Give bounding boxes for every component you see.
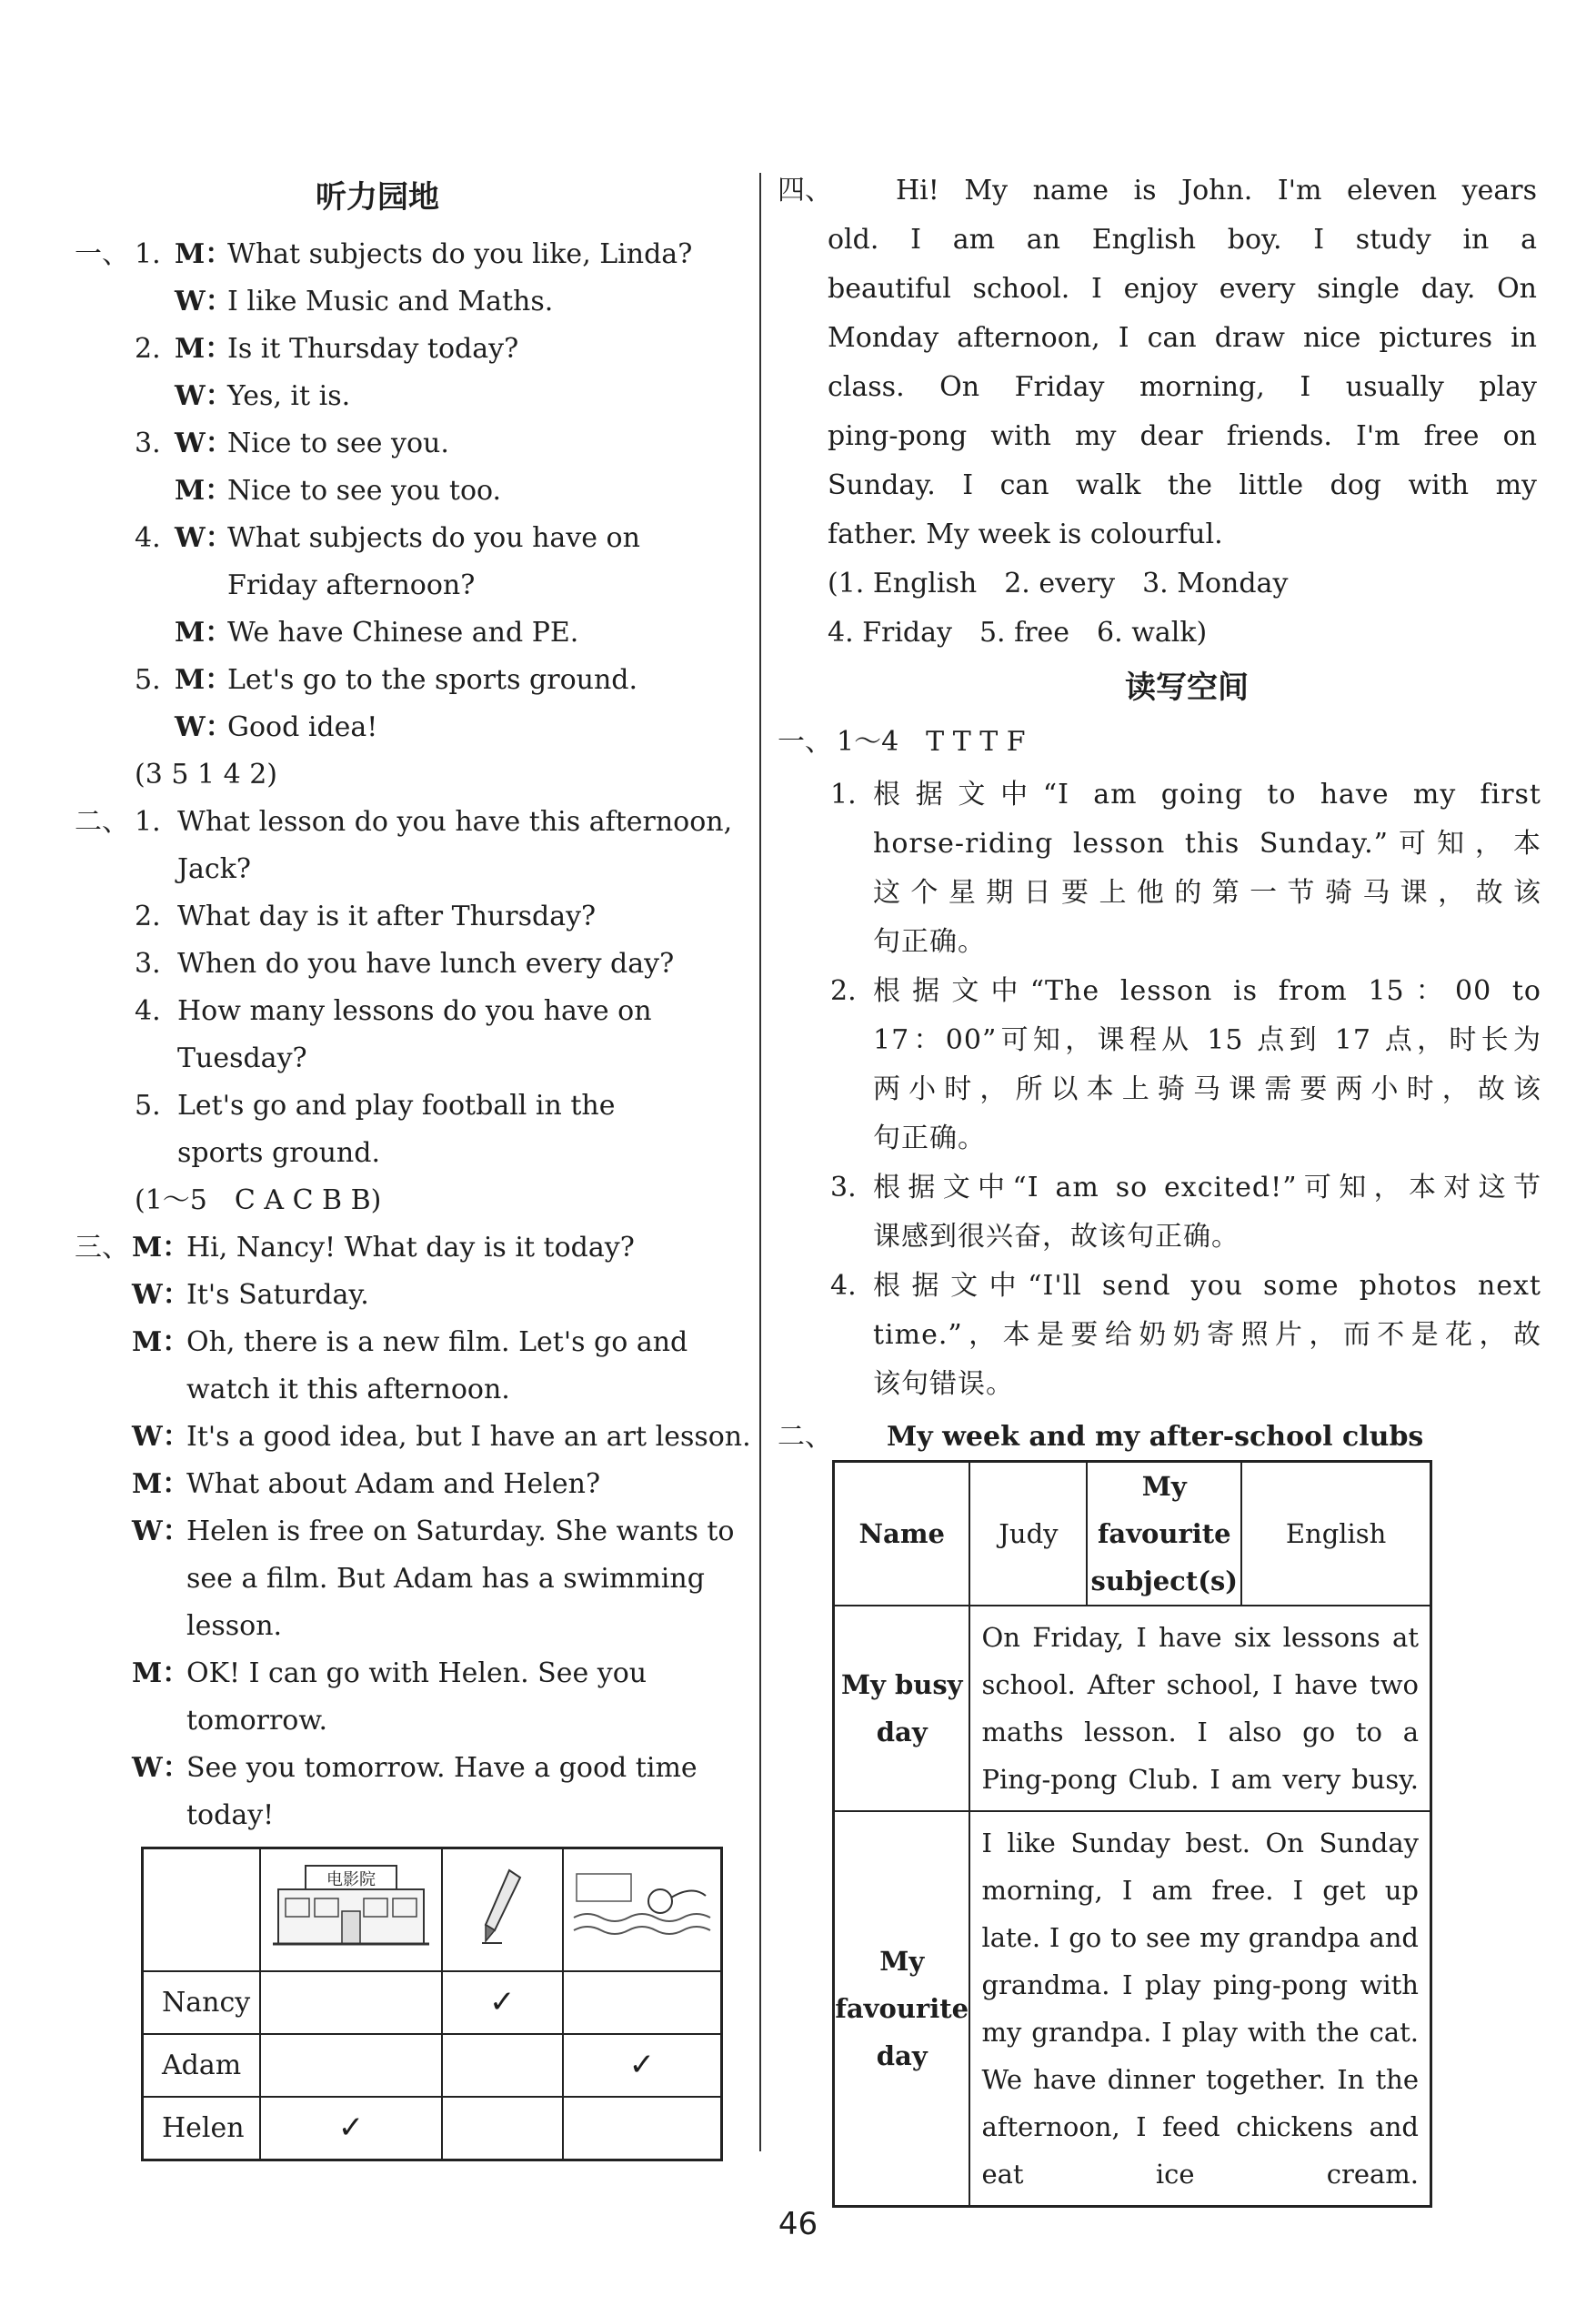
item-number: 2. xyxy=(135,333,161,365)
item-number: 2. xyxy=(135,901,161,932)
favourite-day-text: I like Sunday best. On Sunday morning, I am free. I get up late. I go to see my grandpa and grandma. I play ping-pong with my grandpa. I play with the cat. We have dinner together. In the afternoon, I feed chickens and eat ice cream. xyxy=(969,1811,1430,2207)
speaker-label: M： xyxy=(175,333,233,365)
item-number: 5. xyxy=(135,664,161,696)
check-mark: ✓ xyxy=(442,1971,563,2034)
answer-key: 1～4 T T T F xyxy=(837,726,1026,758)
explanation-line: 课感到很兴奋，故该句正确。 xyxy=(873,1221,1240,1253)
name-value: Judy xyxy=(969,1462,1087,1606)
item-number: 3. xyxy=(135,428,161,459)
explanation-line: 根据文中“I am going to have my first xyxy=(873,779,1541,811)
item-number: 4. xyxy=(135,522,161,554)
question-text: How many lessons do you have on xyxy=(177,995,652,1027)
table-corner-cell xyxy=(143,1848,261,1971)
speaker-label: W： xyxy=(132,1516,190,1547)
explanation-line: 句正确。 xyxy=(873,1123,986,1154)
swimming-icon xyxy=(569,1865,715,1947)
check-mark xyxy=(442,2034,563,2097)
dialogue-text: today! xyxy=(186,1799,275,1831)
row-name: Adam xyxy=(143,2034,261,2097)
dialogue-text: tomorrow. xyxy=(186,1705,328,1737)
answer-key: 4. Friday 5. free 6. walk) xyxy=(828,617,1208,649)
passage-line: beautiful school. I enjoy every single day. On xyxy=(828,273,1537,305)
item-number: 5. xyxy=(135,1090,161,1122)
speaker-label: M： xyxy=(132,1468,190,1500)
explanation-line: time.”，本是要给奶奶寄照片，而不是花，故 xyxy=(873,1319,1541,1351)
item-number: 4. xyxy=(830,1270,857,1302)
dialogue-text: Is it Thursday today? xyxy=(227,333,519,365)
table-heading: My week and my after-school clubs xyxy=(887,1421,1424,1453)
explanation-line: 根据文中“The lesson is from 15：00 to xyxy=(873,975,1541,1007)
item-number: 1. xyxy=(135,238,161,270)
check-mark: ✓ xyxy=(563,2034,722,2097)
speaker-label: M： xyxy=(175,664,233,696)
movie-table xyxy=(141,1847,723,2161)
speaker-label: W： xyxy=(132,1752,190,1784)
table-row xyxy=(143,2097,722,2160)
explanation-line: 根据文中“I am so excited!”可知，本对这节 xyxy=(873,1172,1541,1203)
dialogue-text: Yes, it is. xyxy=(227,380,351,412)
dialogue-text: It's Saturday. xyxy=(186,1279,369,1311)
item-number: 3. xyxy=(135,948,161,980)
passage-line: class. On Friday morning, I usually play xyxy=(828,371,1537,403)
section-number: 一、 xyxy=(75,238,129,270)
row-name: Helen xyxy=(143,2097,261,2160)
question-text: What lesson do you have this afternoon, xyxy=(177,806,733,838)
question-text: When do you have lunch every day? xyxy=(177,948,675,980)
dialogue-text: lesson. xyxy=(186,1610,283,1642)
subject-value: English xyxy=(1241,1462,1430,1606)
busy-day-text: On Friday, I have six lessons at school. After school, I have two maths lesson. I also go to a Ping-pong Club. I am very busy. xyxy=(969,1606,1430,1811)
question-text: sports ground. xyxy=(177,1137,380,1169)
speaker-label: M： xyxy=(175,617,233,649)
header-busy-day: My busy day xyxy=(834,1606,970,1811)
speaker-label: M： xyxy=(132,1657,190,1689)
dialogue-text: Helen is free on Saturday. She wants to xyxy=(186,1516,735,1547)
week-clubs-table xyxy=(832,1460,1432,2208)
cinema-picture-cell xyxy=(260,1848,442,1971)
passage-line: father. My week is colourful. xyxy=(828,519,1223,550)
speaker-label: W： xyxy=(175,711,233,743)
question-text: What day is it after Thursday? xyxy=(177,901,597,932)
column-divider xyxy=(759,173,761,2151)
table-row xyxy=(143,2034,722,2097)
section-number: 二、 xyxy=(75,806,129,838)
speaker-label: M： xyxy=(175,475,233,507)
dialogue-text: Nice to see you too. xyxy=(227,475,502,507)
dialogue-text: Oh, there is a new film. Let's go and xyxy=(186,1326,688,1358)
speaker-label: W： xyxy=(175,380,233,412)
item-number: 1. xyxy=(830,779,857,811)
header-favourite-subject: My favourite subject(s) xyxy=(1087,1462,1241,1606)
section-number: 四、 xyxy=(778,175,832,206)
check-mark xyxy=(563,2097,722,2160)
explanation-line: 该句错误。 xyxy=(873,1368,1014,1400)
cinema-icon xyxy=(269,1860,433,1951)
dialogue-text: see a film. But Adam has a swimming xyxy=(186,1563,705,1595)
answer-key: (1～5 C A C B B) xyxy=(135,1184,382,1216)
dialogue-text: Friday afternoon? xyxy=(227,569,476,601)
explanation-line: 17：00”可知，课程从 15 点到 17 点，时长为 xyxy=(873,1024,1541,1056)
dialogue-text: Hi, Nancy! What day is it today? xyxy=(186,1232,635,1264)
table-row xyxy=(143,1971,722,2034)
dialogue-text: Let's go to the sports ground. xyxy=(227,664,638,696)
item-number: 1. xyxy=(135,806,161,838)
speaker-label: M： xyxy=(132,1326,190,1358)
speaker-label: W： xyxy=(175,286,233,317)
cinema-sign-text: 电影院 xyxy=(326,1870,376,1890)
explanation-line: 这个星期日要上他的第一节骑马课，故该 xyxy=(873,877,1541,909)
dialogue-text: See you tomorrow. Have a good time xyxy=(186,1752,698,1784)
item-number: 3. xyxy=(830,1172,857,1203)
explanation-line: horse-riding lesson this Sunday.”可知，本 xyxy=(873,828,1541,860)
pencil-picture-cell xyxy=(442,1848,563,1971)
dialogue-text: Nice to see you. xyxy=(227,428,449,459)
speaker-label: M： xyxy=(175,238,233,270)
dialogue-text: OK! I can go with Helen. See you xyxy=(186,1657,647,1689)
speaker-label: M： xyxy=(132,1232,190,1264)
check-mark xyxy=(442,2097,563,2160)
answer-key: (1. English 2. every 3. Monday xyxy=(828,568,1289,599)
speaker-label: W： xyxy=(132,1421,190,1453)
page-number: 46 xyxy=(778,2206,818,2242)
answer-key: (3 5 1 4 2) xyxy=(135,759,277,790)
dialogue-text: It's a good idea, but I have an art lesson. xyxy=(186,1421,751,1453)
section-number: 三、 xyxy=(75,1232,129,1264)
check-mark xyxy=(260,2034,442,2097)
swimming-picture-cell xyxy=(563,1848,722,1971)
question-text: Jack? xyxy=(177,853,251,885)
passage-line: ping-pong with my dear friends. I'm free on xyxy=(828,420,1537,452)
section-number: 二、 xyxy=(778,1421,832,1453)
question-text: Let's go and play football in the xyxy=(177,1090,616,1122)
item-number: 4. xyxy=(135,995,161,1027)
passage-line: Monday afternoon, I can draw nice pictures in xyxy=(828,322,1537,354)
section-title-reading-writing: 读写空间 xyxy=(1125,670,1249,706)
dialogue-text: What about Adam and Helen? xyxy=(186,1468,601,1500)
explanation-line: 两小时，所以本上骑马课需要两小时，故该 xyxy=(873,1073,1541,1105)
question-text: Tuesday? xyxy=(177,1042,307,1074)
dialogue-text: What subjects do you like, Linda? xyxy=(227,238,693,270)
item-number: 2. xyxy=(830,975,857,1007)
dialogue-text: watch it this afternoon. xyxy=(186,1374,510,1405)
speaker-label: W： xyxy=(132,1279,190,1311)
check-mark: ✓ xyxy=(260,2097,442,2160)
row-name: Nancy xyxy=(143,1971,261,2034)
explanation-line: 根据文中“I'll send you some photos next xyxy=(873,1270,1541,1302)
speaker-label: W： xyxy=(175,522,233,554)
dialogue-text: We have Chinese and PE. xyxy=(227,617,579,649)
section-title-listening: 听力园地 xyxy=(316,179,439,216)
check-mark xyxy=(563,1971,722,2034)
dialogue-text: I like Music and Maths. xyxy=(227,286,554,317)
pencil-icon xyxy=(475,1865,529,1947)
section-number: 一、 xyxy=(778,726,832,758)
dialogue-text: What subjects do you have on xyxy=(227,522,640,554)
passage-line: Sunday. I can walk the little dog with my xyxy=(828,469,1537,501)
passage-line: old. I am an English boy. I study in a xyxy=(828,224,1537,256)
check-mark xyxy=(260,1971,442,2034)
header-name: Name xyxy=(834,1462,970,1606)
speaker-label: W： xyxy=(175,428,233,459)
passage-line: Hi! My name is John. I'm eleven years xyxy=(896,175,1537,206)
explanation-line: 句正确。 xyxy=(873,926,986,958)
header-favourite-day: My favourite day xyxy=(834,1811,970,2207)
dialogue-text: Good idea! xyxy=(227,711,378,743)
